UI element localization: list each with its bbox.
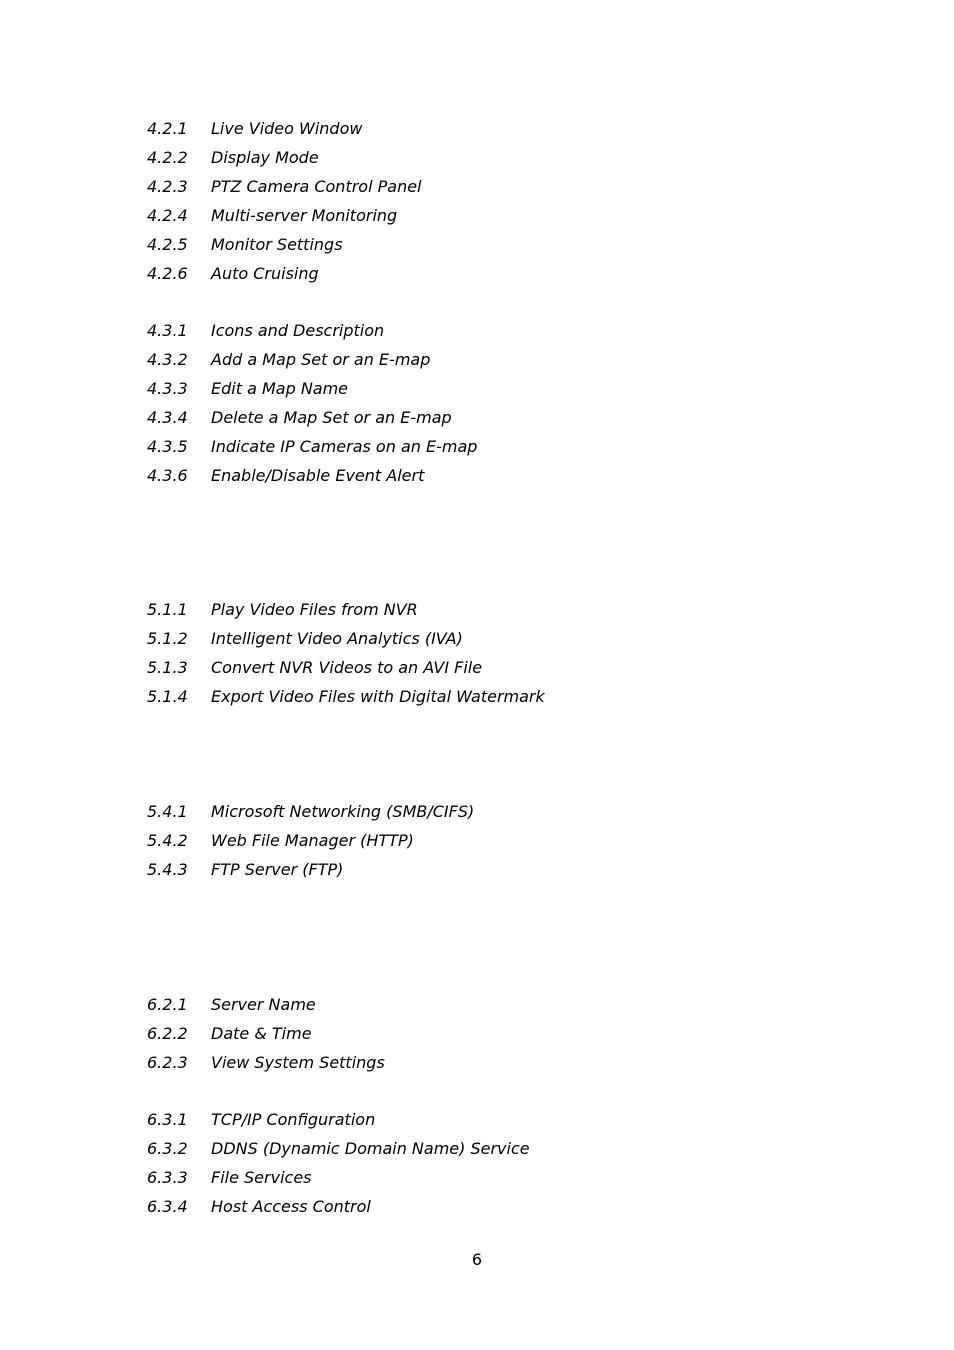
toc-entry[interactable]	[147, 1192, 530, 1221]
section-number: 5.1.4	[147, 687, 188, 706]
section-number: 6.3.3	[147, 1168, 188, 1187]
section-title: Add a Map Set or an E-map	[211, 350, 431, 369]
section-number: 4.3.4	[147, 408, 188, 427]
section-number: 5.1.1	[147, 600, 188, 619]
section-title: Intelligent Video Analytics (IVA)	[211, 629, 463, 648]
toc-entry[interactable]	[147, 230, 422, 259]
section-number: 5.1.3	[147, 658, 188, 677]
toc-entry[interactable]	[147, 143, 422, 172]
toc-entry[interactable]	[147, 1019, 385, 1048]
section-title: Indicate IP Cameras on an E-map	[211, 437, 478, 456]
section-number: 4.2.5	[147, 235, 188, 254]
toc-entry[interactable]	[147, 682, 545, 711]
toc-entry[interactable]	[147, 826, 474, 855]
section-title: Play Video Files from NVR	[211, 600, 418, 619]
section-title: Multi-server Monitoring	[211, 206, 398, 225]
section-title: Date & Time	[211, 1024, 312, 1043]
toc-entry[interactable]	[147, 990, 385, 1019]
toc-entry[interactable]	[147, 345, 477, 374]
section-number: 4.3.3	[147, 379, 188, 398]
section-title: Enable/Disable Event Alert	[211, 466, 425, 485]
section-title: Edit a Map Name	[211, 379, 349, 398]
section-title: Microsoft Networking (SMB/CIFS)	[211, 802, 475, 821]
toc-entry[interactable]	[147, 461, 477, 490]
toc-group-5-1	[147, 595, 545, 711]
section-number: 4.3.5	[147, 437, 188, 456]
toc-group-6-2	[147, 990, 385, 1077]
toc-entry[interactable]	[147, 1105, 530, 1134]
page-number: 6	[471, 1250, 483, 1269]
toc-entry[interactable]	[147, 374, 477, 403]
toc-entry[interactable]	[147, 624, 545, 653]
section-number: 5.1.2	[147, 629, 188, 648]
section-number: 6.3.4	[147, 1197, 188, 1216]
section-number: 6.2.3	[147, 1053, 188, 1072]
section-title: File Services	[211, 1168, 312, 1187]
toc-group-4-2	[147, 114, 422, 288]
toc-entry[interactable]	[147, 1048, 385, 1077]
section-number: 6.3.2	[147, 1139, 188, 1158]
section-title: Monitor Settings	[211, 235, 343, 254]
toc-entry[interactable]	[147, 201, 422, 230]
toc-group-5-4	[147, 797, 474, 884]
section-number: 5.4.2	[147, 831, 188, 850]
section-number: 6.2.2	[147, 1024, 188, 1043]
toc-entry[interactable]	[147, 797, 474, 826]
section-title: TCP/IP Configuration	[211, 1110, 376, 1129]
section-title: Auto Cruising	[211, 264, 319, 283]
toc-group-6-3	[147, 1105, 530, 1221]
section-title: Host Access Control	[211, 1197, 371, 1216]
section-number: 4.3.2	[147, 350, 188, 369]
section-number: 4.2.1	[147, 119, 188, 138]
toc-entry[interactable]	[147, 316, 477, 345]
toc-entry[interactable]	[147, 114, 422, 143]
toc-entry[interactable]	[147, 259, 422, 288]
section-number: 5.4.3	[147, 860, 188, 879]
toc-entry[interactable]	[147, 1134, 530, 1163]
section-title: DDNS (Dynamic Domain Name) Service	[211, 1139, 530, 1158]
section-title: Export Video Files with Digital Watermark	[211, 687, 545, 706]
toc-entry[interactable]	[147, 595, 545, 624]
section-title: Display Mode	[211, 148, 319, 167]
section-title: View System Settings	[211, 1053, 385, 1072]
section-number: 4.2.4	[147, 206, 188, 225]
section-number: 4.2.2	[147, 148, 188, 167]
section-number: 4.2.3	[147, 177, 188, 196]
section-title: FTP Server (FTP)	[211, 860, 344, 879]
toc-entry[interactable]	[147, 1163, 530, 1192]
section-number: 4.3.6	[147, 466, 188, 485]
section-number: 5.4.1	[147, 802, 188, 821]
section-title: Delete a Map Set or an E-map	[211, 408, 452, 427]
toc-entry[interactable]	[147, 172, 422, 201]
toc-entry[interactable]	[147, 653, 545, 682]
section-title: Live Video Window	[211, 119, 363, 138]
toc-entry[interactable]	[147, 432, 477, 461]
section-title: Icons and Description	[211, 321, 385, 340]
toc-group-4-3	[147, 316, 477, 490]
section-title: PTZ Camera Control Panel	[211, 177, 422, 196]
toc-entry[interactable]	[147, 855, 474, 884]
section-number: 4.3.1	[147, 321, 188, 340]
section-number: 6.3.1	[147, 1110, 188, 1129]
section-title: Convert NVR Videos to an AVI File	[211, 658, 483, 677]
toc-entry[interactable]	[147, 403, 477, 432]
section-number: 4.2.6	[147, 264, 188, 283]
section-title: Web File Manager (HTTP)	[211, 831, 414, 850]
section-title: Server Name	[211, 995, 316, 1014]
section-number: 6.2.1	[147, 995, 188, 1014]
